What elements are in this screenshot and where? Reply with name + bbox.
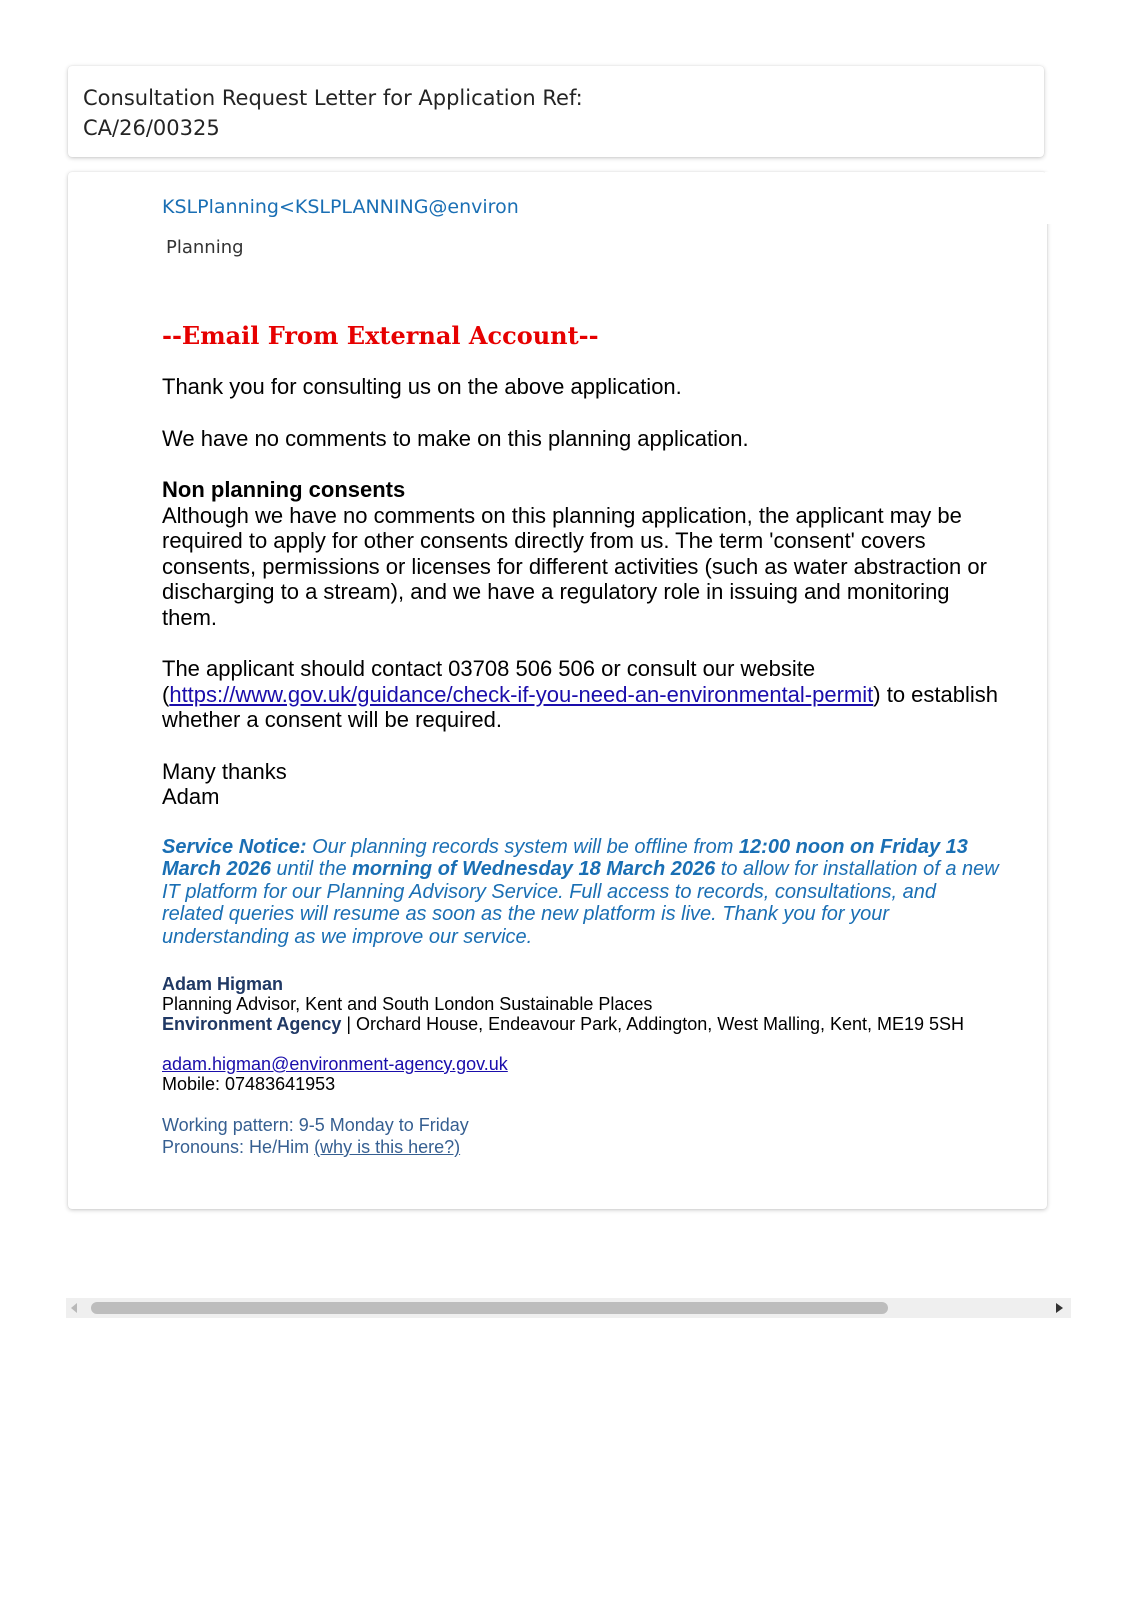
permit-link[interactable]: https://www.gov.uk/guidance/check-if-you-need-an-environmental-permit [169, 681, 874, 707]
external-warning: --Email From External Account-- [162, 321, 599, 350]
scroll-thumb[interactable] [91, 1302, 888, 1314]
scroll-left-arrow-icon[interactable] [71, 1303, 77, 1313]
notice-label: Service Notice: [162, 835, 307, 858]
notice-text: Our planning records system will be offline from [306, 835, 739, 858]
notice-text: to allow for installation of a new IT platform for our Planning Advisory Service. Full access to records, consultations, and related queries will resume as soon as the new platform is live. Thank you for your understanding as we improve our service. [162, 858, 999, 948]
body-paragraph: We have no comments to make on this planning application. [162, 425, 749, 451]
signature-name: Adam Higman [162, 974, 284, 994]
notice-date-start: 12:00 noon on Friday 13 March 2026 [162, 835, 968, 880]
signoff-text: Many thanks [162, 758, 287, 784]
notice-text: until the [270, 858, 353, 880]
signature-role: Planning Advisor, Kent and South London Sustainable Places [162, 994, 653, 1014]
pronouns [162, 1136, 1002, 1158]
service-notice [162, 836, 1002, 949]
header-edge [1045, 172, 1053, 224]
pronouns-text: Pronouns: He/Him [162, 1137, 315, 1157]
signature-mobile: Mobile: 07483641953 [162, 1074, 336, 1094]
email-signature [162, 974, 1002, 1158]
message-body-card [68, 172, 1047, 1209]
message-body [162, 322, 1002, 1158]
sender-address[interactable]: KSLPlanning<KSLPLANNING@environ [162, 196, 519, 218]
signature-org: Environment Agency [162, 1014, 342, 1034]
pronouns-link[interactable]: (why is this here?) [314, 1137, 461, 1157]
signoff [162, 759, 1002, 810]
horizontal-scrollbar[interactable] [66, 1298, 1071, 1318]
section-heading: Non planning consents [162, 477, 406, 502]
signature-address-text: | Orchard House, Endeavour Park, Addington, West Malling, Kent, ME19 5SH [341, 1014, 965, 1034]
email-subject: Consultation Request Letter for Application Ref: CA/26/00325 [83, 86, 583, 140]
scroll-right-arrow-icon[interactable] [1056, 1303, 1063, 1313]
working-pattern: Working pattern: 9-5 Monday to Friday [162, 1115, 469, 1135]
body-paragraph: Thank you for consulting us on the above application. [162, 374, 682, 399]
signature-email-link[interactable]: adam.higman@environment-agency.gov.uk [162, 1054, 508, 1074]
notice-date-end: morning of Wednesday 18 March 2026 [352, 858, 716, 880]
sender-name: Planning [166, 237, 244, 258]
subject-header [68, 66, 1044, 157]
contact-text: The applicant should contact 03708 506 506 or consult our website ( [162, 656, 816, 707]
contact-text-end: ) to establish whether a consent will be required. [162, 681, 998, 732]
signoff-name: Adam [162, 784, 220, 809]
contact-paragraph [162, 656, 1002, 733]
signature-address [162, 1014, 1002, 1034]
body-paragraph: Although we have no comments on this planning application, the applicant may be required to apply for other consents directly from us. The term 'consent' covers consents, permissions or licenses for different activities (such as water abstraction or discharging to a stream), and we have a regulatory role in issuing and monitoring them. [162, 502, 987, 630]
